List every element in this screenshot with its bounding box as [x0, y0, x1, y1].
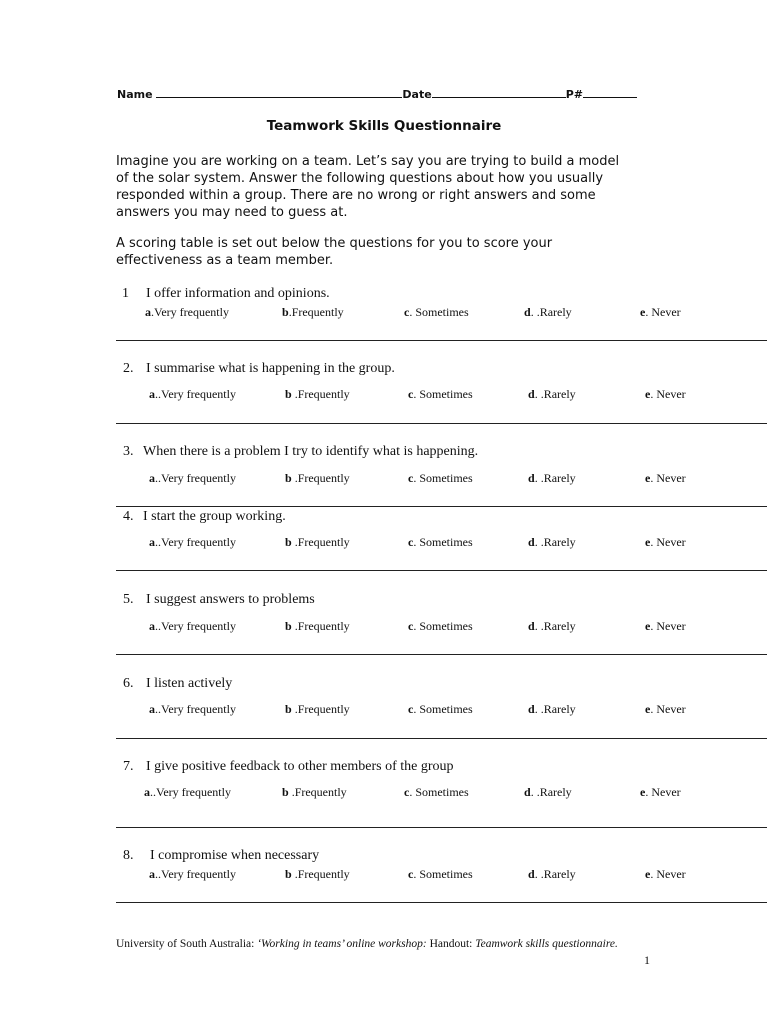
- intro-line: answers you may need to guess at.: [116, 205, 348, 220]
- question-text: I offer information and opinions.: [146, 286, 330, 301]
- option-separator: ..: [155, 702, 161, 716]
- scoring-line: A scoring table is set out below the questions for you to score your: [116, 236, 553, 251]
- question-number: 5.: [123, 592, 134, 607]
- option-letter: e: [645, 702, 651, 716]
- option-separator: .: [534, 619, 541, 633]
- option-letter: a: [149, 387, 155, 401]
- option-separator: ..: [155, 535, 161, 549]
- option-label: Frequently: [297, 387, 350, 401]
- intro-line: of the solar system. Answer the following questions about how you usually: [116, 171, 604, 186]
- option-letter: c: [408, 535, 414, 549]
- answer-option-b[interactable]: [285, 387, 350, 402]
- option-letter: b: [285, 471, 292, 485]
- option-letter: b: [282, 305, 289, 319]
- question-text: When there is a problem I try to identify what is happening.: [143, 444, 479, 459]
- question-divider: [116, 506, 767, 507]
- option-letter: e: [640, 785, 646, 799]
- answer-option-c[interactable]: [408, 867, 473, 882]
- option-separator: .: [530, 305, 537, 319]
- option-letter: b: [285, 702, 292, 716]
- option-separator: .: [645, 305, 649, 319]
- option-separator: ..: [155, 619, 161, 633]
- option-separator: .: [534, 471, 541, 485]
- name-blank[interactable]: [156, 87, 402, 98]
- option-letter: a: [149, 867, 155, 881]
- option-letter: b: [285, 387, 292, 401]
- answer-option-d[interactable]: [528, 619, 576, 634]
- answer-option-b[interactable]: [285, 535, 350, 550]
- question-number: 8.: [123, 848, 134, 863]
- option-label: .Rarely: [540, 619, 576, 633]
- option-letter: e: [645, 535, 651, 549]
- answer-option-a[interactable]: [149, 471, 236, 486]
- answer-option-e[interactable]: [645, 387, 686, 402]
- option-label: Never: [653, 867, 686, 881]
- option-letter: e: [645, 867, 651, 881]
- question-text: I compromise when necessary: [150, 848, 320, 863]
- question-text: I give positive feedback to other members of the group: [146, 759, 454, 774]
- option-label: Frequently: [297, 867, 350, 881]
- option-letter: a: [149, 471, 155, 485]
- option-label: Sometimes: [416, 619, 473, 633]
- option-separator: .: [291, 535, 298, 549]
- option-separator: .: [291, 387, 298, 401]
- option-label: .Rarely: [540, 387, 576, 401]
- option-letter: a: [145, 305, 151, 319]
- p-number-blank[interactable]: [583, 87, 637, 98]
- question-number: 4.: [123, 509, 134, 524]
- option-label: Frequently: [297, 702, 350, 716]
- answer-option-b[interactable]: [285, 702, 350, 717]
- question-text: I suggest answers to problems: [146, 592, 315, 607]
- option-label: Very frequently: [156, 785, 231, 799]
- answer-option-a[interactable]: [149, 535, 236, 550]
- answer-option-d[interactable]: [528, 867, 576, 882]
- answer-option-b[interactable]: [285, 471, 350, 486]
- date-label: Date: [402, 88, 432, 101]
- option-label: Frequently: [297, 535, 350, 549]
- option-letter: d: [524, 785, 531, 799]
- option-letter: b: [285, 535, 292, 549]
- option-label: Sometimes: [412, 305, 469, 319]
- answer-option-a[interactable]: [149, 702, 236, 717]
- header-fields: [117, 87, 647, 101]
- answer-option-c[interactable]: [408, 387, 473, 402]
- answer-option-e[interactable]: [645, 535, 686, 550]
- option-letter: a: [149, 535, 155, 549]
- footer-handout-title: Teamwork skills questionnaire.: [475, 938, 618, 950]
- option-separator: ..: [150, 785, 156, 799]
- answer-option-c[interactable]: [404, 785, 469, 800]
- option-separator: .: [291, 702, 298, 716]
- option-separator: ..: [155, 471, 161, 485]
- scoring-line: effectiveness as a team member.: [116, 253, 334, 268]
- option-separator: .: [413, 702, 417, 716]
- question-divider: [116, 827, 767, 828]
- option-separator: .: [650, 867, 654, 881]
- option-letter: d: [528, 702, 535, 716]
- option-separator: .: [151, 305, 154, 319]
- option-label: .Rarely: [540, 471, 576, 485]
- option-separator: .: [413, 387, 417, 401]
- option-letter: c: [408, 471, 414, 485]
- footer-citation: [116, 937, 676, 952]
- option-label: Very frequently: [161, 535, 236, 549]
- option-label: .Rarely: [536, 785, 572, 799]
- answer-option-d[interactable]: [528, 702, 576, 717]
- question-divider: [116, 340, 767, 341]
- option-separator: .: [413, 535, 417, 549]
- question-number: 3.: [123, 444, 134, 459]
- question-divider: [116, 654, 767, 655]
- option-separator: .: [650, 387, 654, 401]
- option-letter: c: [408, 702, 414, 716]
- option-label: Frequently: [297, 619, 350, 633]
- scoring-note: [116, 235, 676, 269]
- option-label: Sometimes: [412, 785, 469, 799]
- option-letter: d: [528, 387, 535, 401]
- answer-option-c[interactable]: [404, 305, 469, 320]
- date-blank[interactable]: [432, 87, 566, 98]
- option-separator: .: [534, 867, 541, 881]
- option-letter: d: [528, 471, 535, 485]
- answer-option-d[interactable]: [528, 535, 576, 550]
- option-separator: .: [413, 867, 417, 881]
- answer-option-b[interactable]: [282, 785, 347, 800]
- option-letter: e: [645, 387, 651, 401]
- option-separator: .: [288, 785, 295, 799]
- option-letter: b: [285, 619, 292, 633]
- option-label: .Rarely: [536, 305, 572, 319]
- footer-handout-label: Handout:: [426, 938, 476, 950]
- answer-option-d[interactable]: [528, 387, 576, 402]
- option-separator: .: [291, 867, 298, 881]
- option-separator: ..: [155, 387, 161, 401]
- footer-institution: University of South Australia:: [116, 938, 258, 950]
- option-label: Very frequently: [161, 619, 236, 633]
- question-number: 6.: [123, 676, 134, 691]
- answer-option-e[interactable]: [645, 619, 686, 634]
- option-label: Frequently: [294, 785, 347, 799]
- question-text: I listen actively: [146, 676, 233, 691]
- option-separator: .: [534, 702, 541, 716]
- question-number: 2.: [123, 361, 134, 376]
- option-label: Never: [653, 702, 686, 716]
- option-letter: a: [144, 785, 150, 799]
- p-number-label: P#: [565, 88, 583, 101]
- option-label: Sometimes: [416, 867, 473, 881]
- option-label: Never: [653, 535, 686, 549]
- option-label: Very frequently: [161, 387, 236, 401]
- option-separator: .: [650, 702, 654, 716]
- answer-option-d[interactable]: [528, 471, 576, 486]
- option-letter: d: [528, 619, 535, 633]
- answer-option-b[interactable]: [285, 867, 350, 882]
- option-letter: b: [285, 867, 292, 881]
- answer-option-d[interactable]: [524, 305, 572, 320]
- answer-option-c[interactable]: [408, 619, 473, 634]
- answer-option-a[interactable]: [149, 387, 236, 402]
- option-letter: c: [408, 867, 414, 881]
- option-separator: .: [645, 785, 649, 799]
- option-label: Never: [648, 785, 681, 799]
- option-letter: d: [528, 867, 535, 881]
- option-letter: b: [282, 785, 289, 799]
- answer-option-e[interactable]: [640, 785, 681, 800]
- option-label: Very frequently: [154, 305, 229, 319]
- option-label: .Rarely: [540, 535, 576, 549]
- answer-option-a[interactable]: [144, 785, 231, 800]
- option-separator: .: [534, 387, 541, 401]
- option-label: .Rarely: [540, 867, 576, 881]
- answer-option-c[interactable]: [408, 535, 473, 550]
- option-letter: d: [524, 305, 531, 319]
- question-divider: [116, 738, 767, 739]
- option-label: Never: [653, 387, 686, 401]
- answer-option-b[interactable]: [285, 619, 350, 634]
- option-letter: e: [640, 305, 646, 319]
- answer-option-e[interactable]: [645, 867, 686, 882]
- answer-option-b[interactable]: [282, 305, 344, 320]
- intro-line: responded within a group. There are no wrong or right answers and some: [116, 188, 596, 203]
- option-separator: .: [650, 471, 654, 485]
- option-letter: a: [149, 619, 155, 633]
- answer-option-d[interactable]: [524, 785, 572, 800]
- question-text: I start the group working.: [143, 509, 286, 524]
- page-title: Teamwork Skills Questionnaire: [266, 118, 502, 134]
- answer-option-e[interactable]: [640, 305, 681, 320]
- option-label: Frequently: [297, 471, 350, 485]
- option-label: .Rarely: [540, 702, 576, 716]
- option-letter: c: [404, 785, 410, 799]
- option-separator: .: [650, 619, 654, 633]
- option-label: Very frequently: [161, 867, 236, 881]
- question-text: I summarise what is happening in the group.: [146, 361, 395, 376]
- option-separator: .: [291, 619, 298, 633]
- option-label: Sometimes: [416, 702, 473, 716]
- answer-option-e[interactable]: [645, 702, 686, 717]
- option-label: Very frequently: [161, 702, 236, 716]
- question-divider: [116, 902, 767, 903]
- option-letter: e: [645, 471, 651, 485]
- option-separator: .: [530, 785, 537, 799]
- answer-option-a[interactable]: [149, 867, 236, 882]
- question-divider: [116, 570, 767, 571]
- option-letter: e: [645, 619, 651, 633]
- answer-option-a[interactable]: [149, 619, 236, 634]
- option-separator: .: [291, 471, 298, 485]
- option-separator: ..: [155, 867, 161, 881]
- question-number: 1: [122, 286, 129, 301]
- option-label: Sometimes: [416, 471, 473, 485]
- intro-paragraph: [116, 153, 676, 221]
- name-label: Name: [117, 88, 153, 101]
- option-label: Never: [648, 305, 681, 319]
- option-letter: a: [149, 702, 155, 716]
- option-letter: c: [408, 387, 414, 401]
- intro-line: Imagine you are working on a team. Let’s say you are trying to build a model: [116, 154, 620, 169]
- option-label: Never: [653, 471, 686, 485]
- option-separator: .: [413, 471, 417, 485]
- question-divider: [116, 423, 767, 424]
- option-label: Frequently: [291, 305, 344, 319]
- option-label: Never: [653, 619, 686, 633]
- answer-option-e[interactable]: [645, 471, 686, 486]
- option-separator: .: [413, 619, 417, 633]
- option-separator: .: [409, 785, 413, 799]
- question-number: 7.: [123, 759, 134, 774]
- answer-option-c[interactable]: [408, 702, 473, 717]
- answer-option-a[interactable]: [145, 305, 229, 320]
- option-letter: d: [528, 535, 535, 549]
- option-separator: .: [288, 305, 292, 319]
- option-letter: c: [404, 305, 410, 319]
- page-number: 1: [644, 953, 650, 967]
- answer-option-c[interactable]: [408, 471, 473, 486]
- option-letter: c: [408, 619, 414, 633]
- option-label: Very frequently: [161, 471, 236, 485]
- option-label: Sometimes: [416, 387, 473, 401]
- option-label: Sometimes: [416, 535, 473, 549]
- footer-workshop: ‘Working in teams’ online workshop:: [257, 938, 427, 950]
- option-separator: .: [409, 305, 413, 319]
- option-separator: .: [650, 535, 654, 549]
- option-separator: .: [534, 535, 541, 549]
